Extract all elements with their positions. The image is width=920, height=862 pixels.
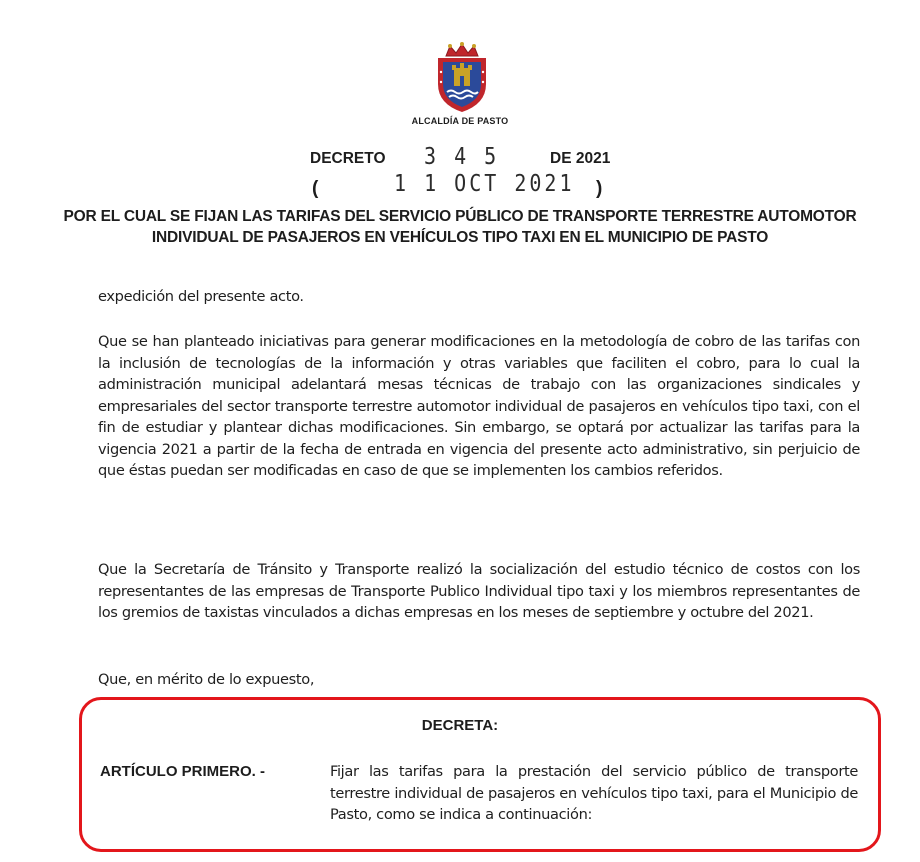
decree-year: DE 2021 bbox=[550, 150, 611, 167]
paragraph-iniciativas: Que se han planteado iniciativas para generar modificaciones en la metodología de cobro de las tarifas con la inclusión de tecnologías de la información y otras variables que faciliten el cobro, para lo cual la administración municipal adelantará mesas técnicas de trabajo con las organizaciones sindicales y empresariales del sector transporte terrestre automotor individual de pasajeros en vehículos tipo taxi, con el fin de estudiar y plantear dichas modificaciones. Sin embargo, se optará por actualizar las tarifas para la vigencia 2021 a partir de la fecha de entrada en vigencia del presente acto administrativo, sin perjuicio de que éstas puedan ser modificadas en caso de que se implementen los cambios referidos. bbox=[98, 333, 860, 479]
decree-title: POR EL CUAL SE FIJAN LAS TARIFAS DEL SERVICIO PÚBLICO DE TRANSPORTE TERRESTRE AUTOMOTOR INDIVIDUAL DE PASAJEROS EN VEHÍCULOS TIPO TAXI EN EL MUNICIPIO DE PASTO bbox=[63, 208, 857, 246]
paragraph-merito: Que, en mérito de lo expuesto, bbox=[98, 671, 315, 688]
decreta-heading: DECRETA: bbox=[421, 717, 499, 734]
coat-of-arms-icon bbox=[432, 42, 492, 114]
article-label: ARTÍCULO PRIMERO. - bbox=[100, 763, 265, 780]
date-open-paren: ( bbox=[312, 178, 319, 199]
paragraph-intro: expedición del presente acto. bbox=[98, 288, 304, 305]
article-text: Fijar las tarifas para la prestación del servicio público de transporte terrestre individual de pasajeros en vehículos tipo taxi, para el Municipio de Pasto, como se indica a continuación: bbox=[330, 763, 858, 823]
org-name: ALCALDÍA DE PASTO bbox=[411, 116, 509, 126]
date-close-paren: ) bbox=[596, 178, 603, 199]
decree-number: 3 4 5 bbox=[424, 142, 500, 170]
decree-label: DECRETO bbox=[310, 150, 386, 167]
paragraph-socializacion: Que la Secretaría de Tránsito y Transporte realizó la socialización del estudio técnico de costos con los representantes de las empresas de Transporte Publico Individual tipo taxi y los miembros representantes de los gremios de taxistas vinculados a dichas empresas en los meses de septiembre y octubre del 2021. bbox=[98, 561, 860, 621]
date-stamp: 1 1 OCT 2021 bbox=[394, 169, 575, 197]
